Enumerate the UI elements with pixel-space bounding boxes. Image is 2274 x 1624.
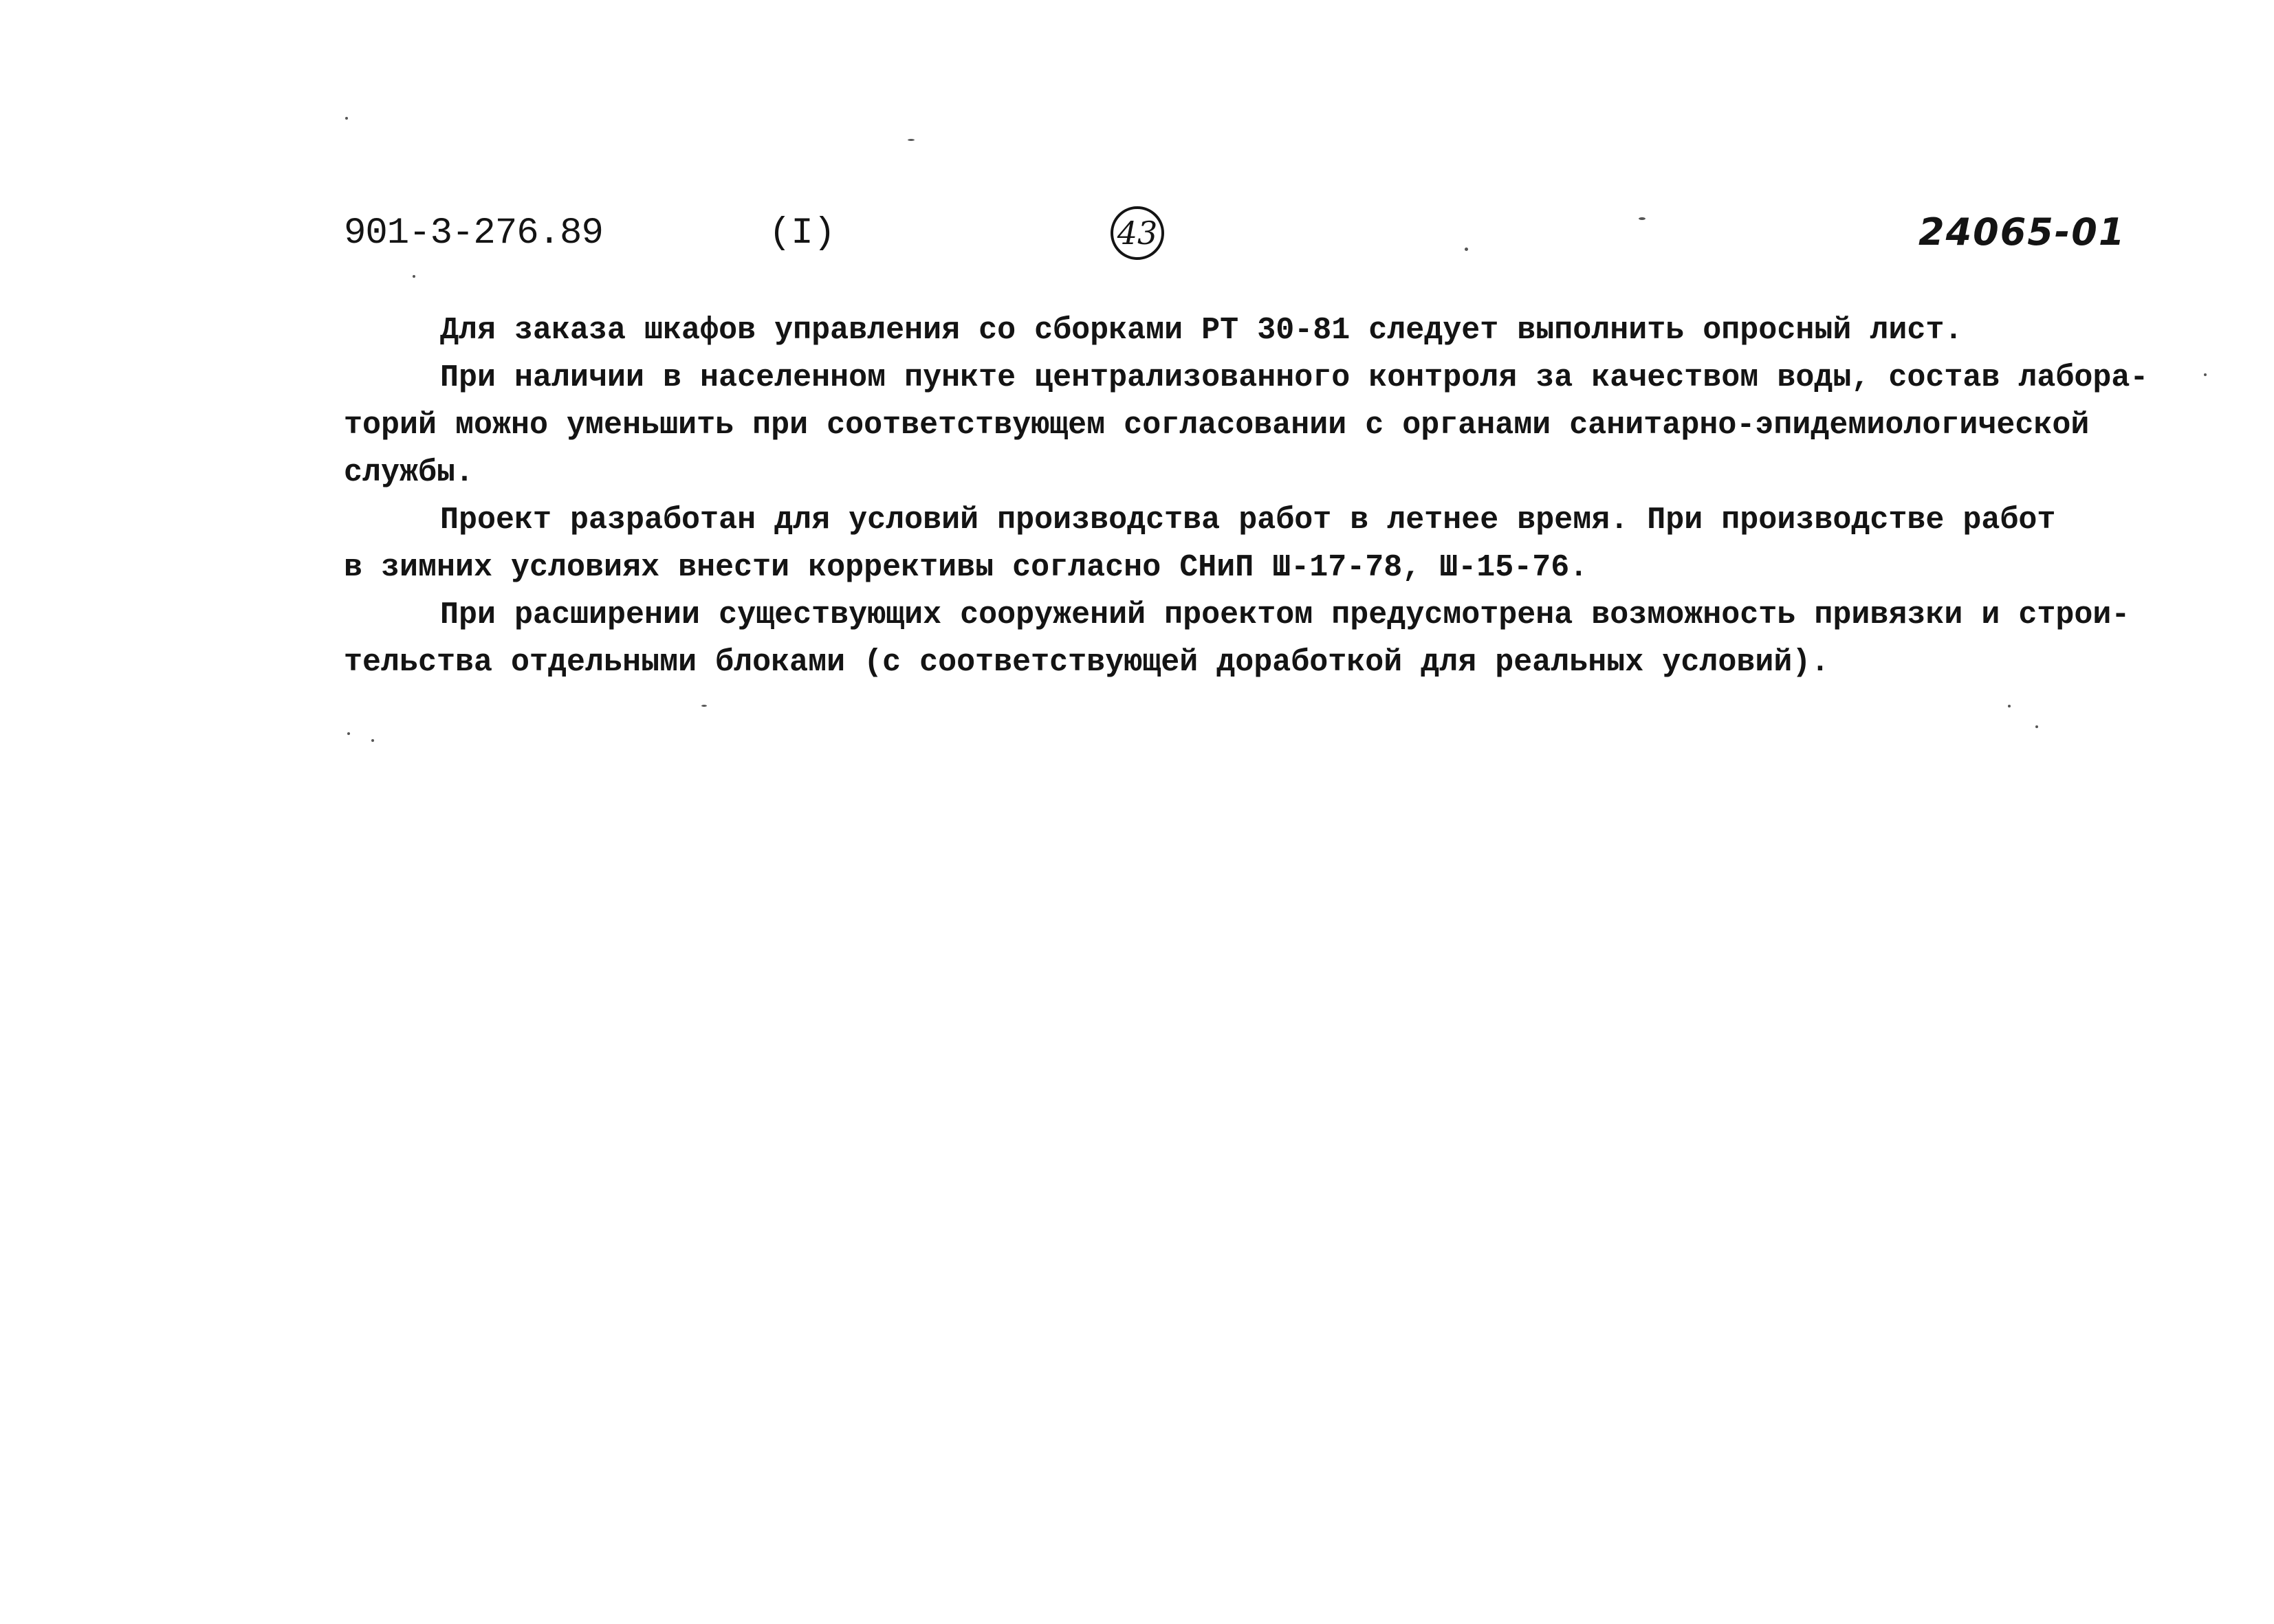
paragraph-4-line-2: тельства отдельными блоками (с соответствующей доработкой для реальных условий). <box>344 645 1830 680</box>
scan-speck <box>347 732 350 735</box>
paragraph-3-line-2: в зимних условиях внести коррективы согласно СНиП Ш-17-78, Ш-15-76. <box>344 550 1588 585</box>
paragraph-4-line-1: При расширении существующих сооружений проектом предусмотрена возможность привязки и строи- <box>440 597 2130 633</box>
scan-speck <box>908 139 915 141</box>
scan-speck <box>1465 248 1468 251</box>
scan-speck <box>1639 217 1646 220</box>
scan-speck <box>345 117 348 120</box>
paragraph-2-line-1: При наличии в населенном пункте централизованного контроля за качеством воды, состав лабора- <box>440 360 2149 395</box>
inventory-number: 24065-01 <box>1918 210 2126 254</box>
page-number-stamp: 43 <box>1111 206 1164 260</box>
scan-speck <box>2204 373 2207 376</box>
paragraph-2-line-3: службы. <box>344 455 474 490</box>
paragraph-1-line-1: Для заказа шкафов управления со сборками РТ 30-81 следует выполнить опросный лист. <box>440 313 1963 348</box>
paragraph-2-line-2: торий можно уменьшить при соответствующем согласовании с органами санитарно-эпидемиологической <box>344 408 2090 443</box>
scan-speck <box>2035 725 2038 728</box>
scan-speck <box>2008 705 2011 707</box>
sheet-index: (I) <box>769 212 836 254</box>
paragraph-3-line-1: Проект разработан для условий производства работ в летнее время. При производстве работ <box>440 503 2056 538</box>
scan-speck <box>371 739 374 742</box>
scan-speck <box>701 705 707 707</box>
scan-speck <box>413 275 415 278</box>
body-text <box>344 307 2200 686</box>
document-code: 901-3-276.89 <box>344 212 603 254</box>
